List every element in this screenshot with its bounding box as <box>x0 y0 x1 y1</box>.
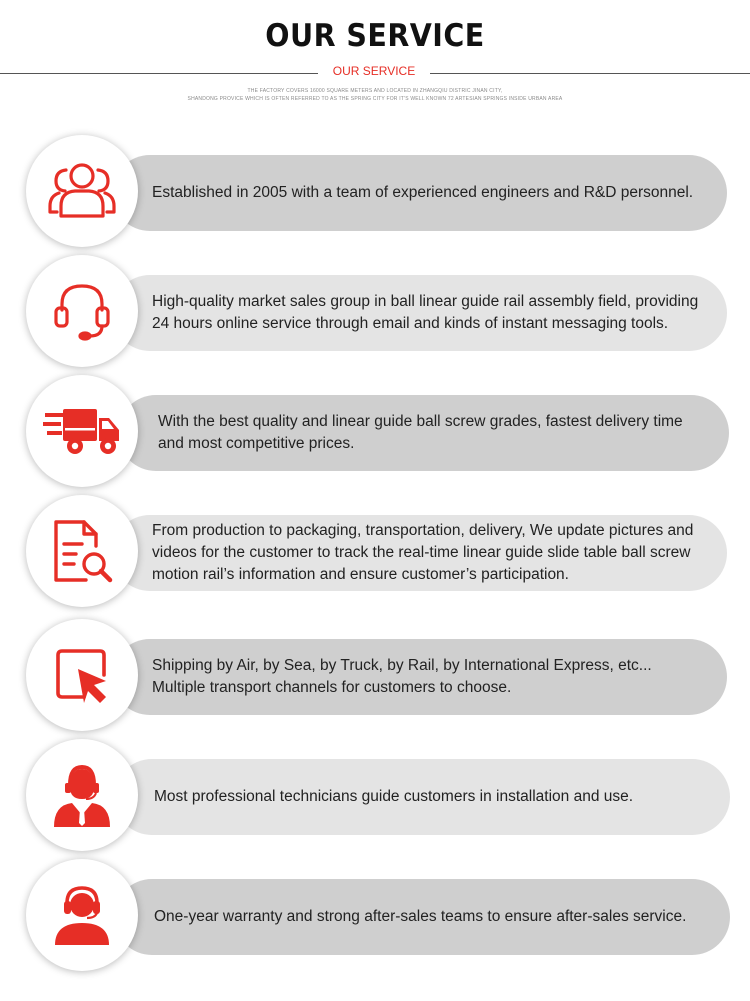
service-card-1 <box>112 155 727 231</box>
service-card-3 <box>118 395 729 471</box>
tagline-line-2: SHANDONG PROVICE WHICH IS OFTEN REFERRED TO AS THE SPRING CITY FOR IT'S WELL KNOWN 72 ARTESIAN SPRINGS INSIDE URBAN AREA <box>187 96 563 102</box>
title-rule-right <box>430 73 750 74</box>
service-row-1 <box>0 133 750 253</box>
service-card-4 <box>112 515 727 591</box>
headset-icon <box>26 255 138 367</box>
service-card-2 <box>112 275 727 351</box>
technician-icon <box>26 739 138 851</box>
delivery-truck-icon <box>26 375 138 487</box>
team-icon <box>26 135 138 247</box>
document-search-icon <box>26 495 138 607</box>
service-text-1: Established in 2005 with a team of experienced engineers and R&D personnel. <box>152 184 694 201</box>
service-text-7: One-year warranty and strong after-sales teams to ensure after-sales service. <box>154 908 687 925</box>
tagline-line-1: THE FACTORY COVERS 16000 SQUARE METERS AND LOCATED IN ZHANGQIU DISTRIC JINAN CITY, <box>247 88 503 94</box>
cursor-click-icon <box>26 619 138 731</box>
service-row-2 <box>0 253 750 373</box>
service-row-6 <box>0 737 750 857</box>
service-text-2: High-quality market sales group in ball linear guide rail assembly field, providing 24 hours online service through email and kinds of instant messaging tools. <box>152 293 699 332</box>
service-card-6 <box>114 759 730 835</box>
page-title: OUR SERVICE <box>265 18 485 54</box>
service-text-6: Most professional technicians guide customers in installation and use. <box>154 788 634 805</box>
service-row-4 <box>0 493 750 613</box>
title-rule-left <box>0 73 318 74</box>
service-row-3 <box>0 373 750 493</box>
service-text-3: With the best quality and linear guide ball screw grades, fastest delivery time and most competitive prices. <box>158 413 683 452</box>
service-card-7 <box>114 879 730 955</box>
service-text-5: Shipping by Air, by Sea, by Truck, by Rail, by International Express, etc... Multiple transport channels for customers to choose. <box>152 657 652 696</box>
service-text-4: From production to packaging, transportation, delivery, We update pictures and videos for the customer to track the real-time linear guide slide table ball screw motion rail’s information and ensure customer’s participation. <box>152 522 694 583</box>
section-subtitle: OUR SERVICE <box>332 64 416 78</box>
service-row-7 <box>0 857 750 977</box>
support-agent-icon <box>26 859 138 971</box>
service-card-5 <box>112 639 727 715</box>
service-row-5 <box>0 617 750 737</box>
